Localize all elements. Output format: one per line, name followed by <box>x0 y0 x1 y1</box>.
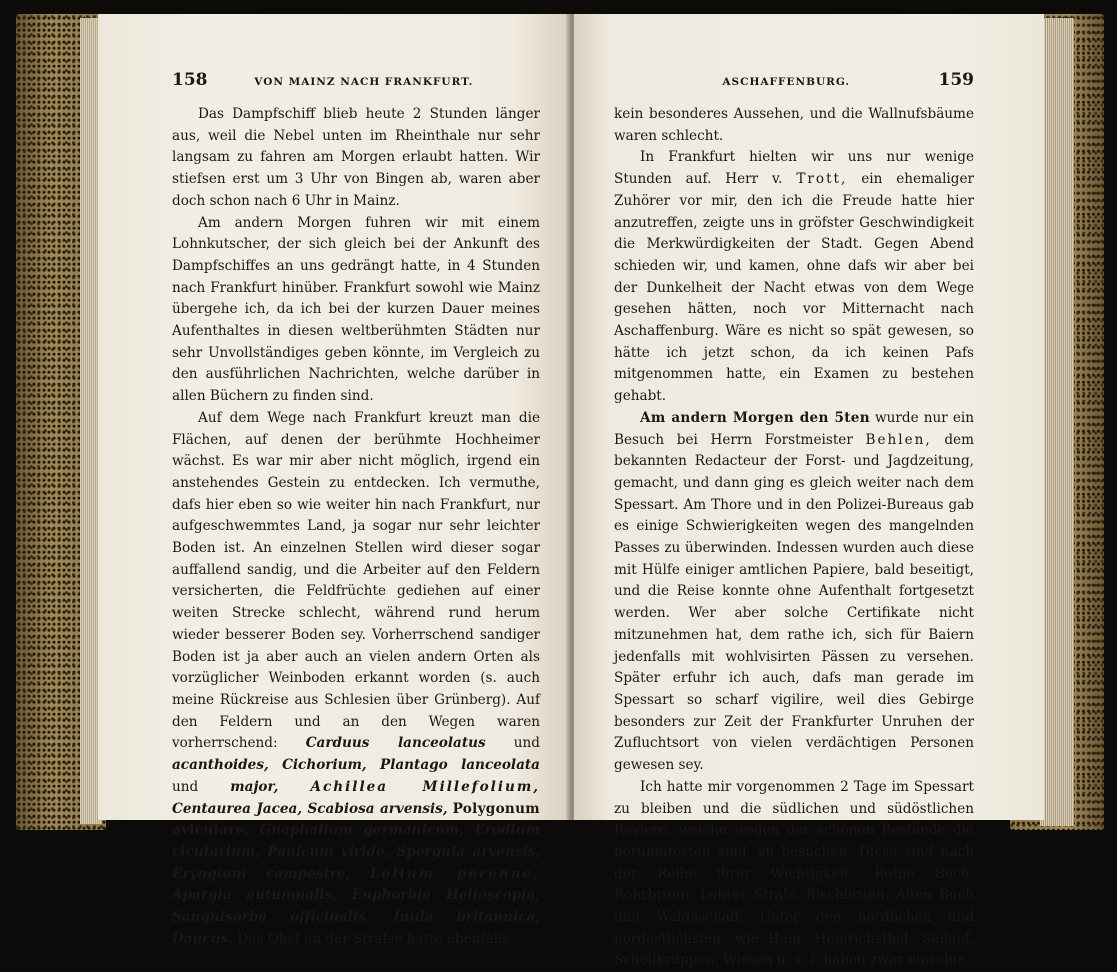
plant-name: Lolium perenne, <box>369 865 540 882</box>
plant-name: Apargia autumnalis, Euphorbia Helioscopia, Sanguisorba officinalis, Inula britannica, Daucus. <box>172 887 540 947</box>
paragraph: Am andern Morgen fuhren wir mit einem Lohnkutscher, der sich gleich bei der Ankunft des Dampfschiffes an uns gedrängt hatte, in 4 Stunden nach Frankfurt hinüber. Frankfurt sowohl wie Mainz übergehe ich, da ich bei der kurzen Dauer meines Aufenthaltes in diesen weltberühmten Städten nur sehr Unvollständiges geben könnte, im Vergleich zu den ausführlichen Nachrichten, welche darüber in allen Büchern zu finden sind. <box>172 214 540 405</box>
paragraph <box>614 147 974 407</box>
plant-name: Polygonum aviculare, <box>172 800 540 839</box>
right-page-body <box>614 104 974 972</box>
right-page-header <box>614 70 974 100</box>
plant-name: Achillea Millefolium, <box>310 778 540 795</box>
plant-name: major, <box>230 778 279 795</box>
plant-name: Centaurea Jacea, Scabiosa arvensis, <box>172 800 448 817</box>
paragraph-text: wurde nur ein Besuch bei Herrn Forstmeister <box>614 409 974 448</box>
paragraph-text: ein ehemaliger Zuhörer vor mir, den ich die Freude hatte hier anzutreffen, zeigte uns in gröfster Geschwindigkeit die Merkwürdigkeiten der Stadt. Gegen Abend schieden wir, und kamen, ohne dafs wir aber bei der Dunkelheit der Nacht etwas von dem Wege gesehen hätten, noch vor Mitternacht nach Aschaffenburg. Wäre es nicht so spät gewesen, so hätte ich jetzt schon, da ich keinen Pafs mitgenommen hatte, ein Examen zu bestehen gehabt. <box>614 171 975 405</box>
conjunction: und <box>513 735 540 752</box>
paragraph-text: In Frankfurt hielten wir uns nur wenige Stunden auf. Herr v. <box>614 149 974 188</box>
conjunction: und <box>172 778 199 795</box>
left-page <box>98 14 570 947</box>
section-heading: Am andern Morgen den 5ten <box>640 409 870 426</box>
paragraph-text: Auf dem Wege nach Frankfurt kreuzt man die Flächen, auf denen der berühmte Hochheimer wächst. Es war mir aber nicht möglich, irgend ein anstehendes Gestein zu entdecken. Ich vermuthe, dafs hier eben so wie weiter hin nach Frankfurt, nur aufgeschwemmtes Land, ja sogar nur sehr leichter Boden ist. An einzelnen Stellen wird dieser sogar auffallend sandig, und die Arbeiter auf den Feldern versicherten, die Feldfrüchte gediehen auf einer weiten Strecke schlecht, während rund herum wieder besserer Boden sey. Vorherrschend sandiger Boden ist ja aber auch an vielen andern Orten als vorzüglicher Weinboden erkannt worden (s. auch meine Rückreise aus Schlesien über Grünberg). Auf den Feldern und an den Wegen waren vorherrschend: <box>172 409 540 752</box>
right-page <box>574 14 1044 969</box>
paragraph: Ich hatte mir vorgenommen 2 Tage im Spessart zu bleiben und die südlichen und südöstlichen Reviere, welche wegen der schönen Bestände die berühmtesten sind, zu besuchen. Diese sind nach der Reihe ihrer Wichtigkeit: Rothe Buch, Rohrbrunn, Lohrer Strafs, Bischbrunn, Alten Buch und Waldaschaff. Unter den nördlichen und nordöstlichsten, wie Hain, Heinrichsthal, Sailauf, Schöllkrüppen, Wiesen u. s. f. haben zwar einzelne <box>614 778 974 969</box>
left-page-body <box>172 104 540 950</box>
person-name: Behlen, <box>865 431 932 448</box>
paragraph <box>614 408 974 777</box>
page-number: 158 <box>172 70 208 90</box>
paragraph: kein besonderes Aussehen, und die Wallnufsbäume waren schlecht. <box>614 106 974 144</box>
plant-name: Gnaphalium germanicum, Erodium cicutarium, Panicum viride, Spergula arvensis, Eryngium campestre, <box>172 822 540 882</box>
page-number: 159 <box>938 70 974 90</box>
left-page-header <box>172 70 540 100</box>
paragraph-text: Das Obst an der Strafse hatte ebenfalls <box>237 930 510 947</box>
paragraph-text: dem bekannten Redacteur der Forst- und Jagdzeitung, gemacht, und dann ging es gleich weiter nach dem Spessart. Am Thore und in den Polizei-Bureaus gab es einige Schwierigkeiten wegen des mangelnden Passes zu überwinden. Indessen wurden auch diese mit Hülfe einiger amtlichen Papiere, bald beseitigt, und die Reise konnte ohne Aufenthalt fortgesetzt werden. Wer aber solche Certifikate nicht mitzunehmen hat, dem rathe ich, sich für Baiern jedenfalls mit wohlvisirten Pässen zu versehen. Später erfuhr ich auch, dafs man gerade im Spessart so scharf vigilire, weil dies Gebirge besonders zur Zeit der Frankfurter Unruhen der Zufluchtsort von vielen verdächtigen Personen gewesen sey. <box>614 431 974 774</box>
running-head: ASCHAFFENBURG. <box>722 76 851 88</box>
page-edges-right <box>1040 18 1074 826</box>
running-head: VON MAINZ NACH FRANKFURT. <box>254 76 474 88</box>
plant-name: acanthoides, Cichorium, Plantago lanceolata <box>172 757 540 774</box>
plant-name: Carduus lanceolatus <box>305 735 486 752</box>
person-name: Trott, <box>796 171 848 188</box>
paragraph: Das Dampfschiff blieb heute 2 Stunden länger aus, weil die Nebel unten im Rheinthale nur sehr langsam zu fahren am Morgen erlaubt hatten. Wir stiefsen erst um 3 Uhr von Bingen ab, waren aber doch schon nach 6 Uhr in Mainz. <box>172 106 540 209</box>
paragraph <box>172 408 540 951</box>
